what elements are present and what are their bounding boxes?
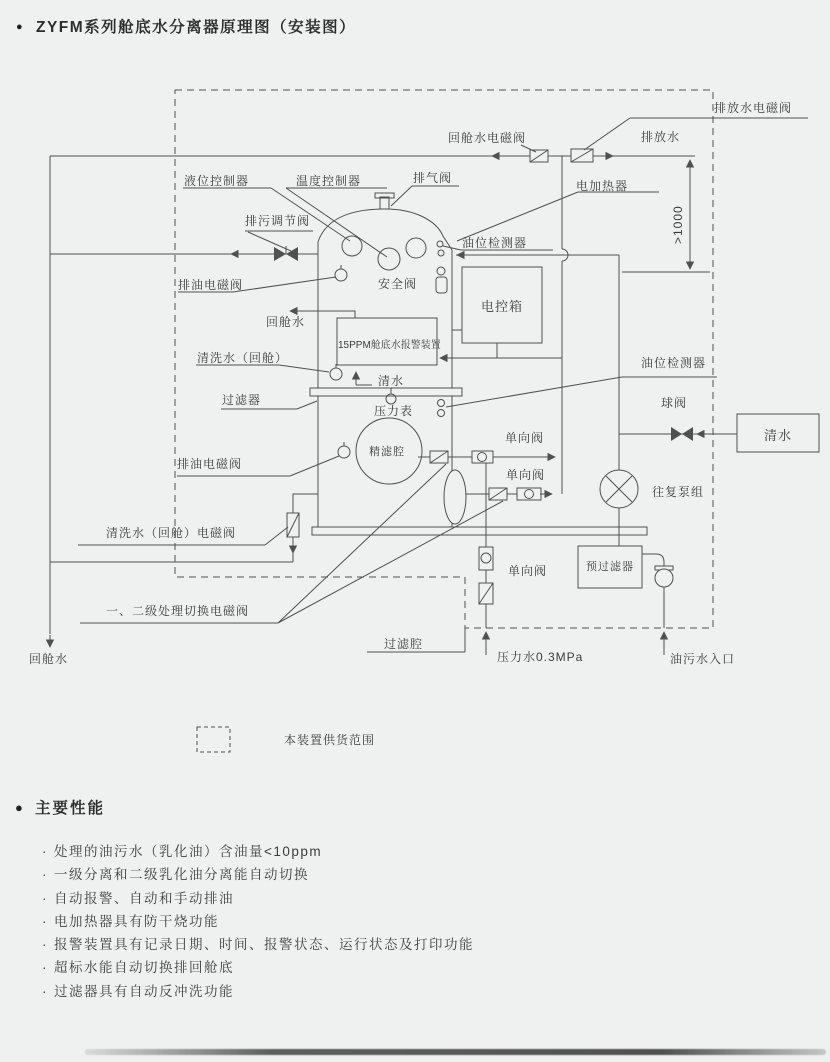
- features-heading: 主要性能: [35, 800, 106, 817]
- feature-dot: ·: [42, 983, 48, 999]
- label-oil-drain-bottom: 排油电磁阀: [177, 457, 243, 471]
- title-bullet-icon: ●: [16, 21, 23, 33]
- height-dimension: [622, 160, 710, 272]
- discharge-solenoid-icon: [571, 149, 593, 162]
- label-temp-controller: 温度控制器: [296, 174, 362, 188]
- leader-lines: [78, 118, 808, 652]
- label-ball-valve: 球阀: [661, 396, 688, 410]
- features-bullet-icon: ●: [15, 800, 23, 815]
- feature-item: [42, 910, 474, 933]
- flush-solenoid-icon: [287, 513, 299, 537]
- label-blowdown-valve: 排污调节阀: [245, 214, 311, 228]
- label-level-controller: 液位控制器: [184, 174, 250, 188]
- pump-icon: [600, 470, 638, 508]
- label-heater: 电加热器: [576, 179, 629, 193]
- feature-text: 过滤器具有自动反冲洗功能: [54, 983, 234, 999]
- feature-text: 一级分离和二级乳化油分离能自动切换: [54, 867, 309, 883]
- label-15ppm-alarm: 15PPM舱底水报警装置: [338, 340, 441, 351]
- safety-valve-icon: [436, 267, 447, 293]
- label-check-valve-2: 单向阀: [506, 468, 546, 482]
- check-valve-1-icon: [472, 451, 493, 463]
- vent-valve-icon: [375, 193, 394, 209]
- label-pressure-gauge: 压力表: [374, 404, 414, 418]
- pressure-solenoid-icon: [479, 583, 493, 604]
- scan-edge-artifact: [85, 1049, 826, 1055]
- label-discharge-solenoid: 排放水电磁阀: [714, 101, 793, 115]
- flush-water-valve-icon: [330, 364, 342, 380]
- feature-item: [42, 933, 474, 956]
- feature-dot: ·: [42, 890, 48, 906]
- inlet-strainer-icon: [642, 554, 673, 628]
- label-check-valve-1: 单向阀: [505, 431, 545, 445]
- label-flush-solenoid: 清洗水（回舱）电磁阀: [106, 526, 237, 540]
- feature-text: 超标水能自动切换排回舱底: [54, 960, 234, 976]
- label-return-water-bottom: 回舱水: [29, 652, 69, 666]
- label-height-dimension: >1000: [671, 205, 685, 244]
- label-safety-valve: 安全阀: [378, 277, 418, 291]
- feature-item: [42, 887, 474, 910]
- label-return-water-mid: 回舱水: [266, 315, 306, 329]
- feature-item: [42, 980, 474, 1003]
- feature-text: 报警装置具有记录日期、时间、报警状态、运行状态及打印功能: [54, 937, 474, 953]
- feature-dot: ·: [42, 913, 48, 929]
- label-pressure-water: 压力水0.3MPa: [497, 650, 584, 664]
- stage1-solenoid-icon: [430, 451, 448, 463]
- feature-text: 处理的油污水（乳化油）含油量<10ppm: [54, 844, 323, 859]
- label-oily-water-inlet: 油污水入口: [670, 652, 736, 666]
- label-flush-water: 清洗水（回舱）: [197, 351, 289, 365]
- label-pump-unit: 往复泵组: [652, 485, 705, 499]
- page-title: ZYFM系列舱底水分离器原理图（安装图）: [36, 19, 357, 36]
- label-oil-drain-top: 排油电磁阀: [178, 278, 244, 292]
- stage2-solenoid-icon: [489, 488, 507, 500]
- check-valve-2-icon: [517, 488, 541, 500]
- label-fine-filter-chamber: 精滤腔: [369, 446, 405, 458]
- feature-dot: ·: [42, 960, 48, 976]
- return-solenoid-icon: [530, 150, 548, 162]
- oil-drain-valve-top-icon: [335, 265, 347, 281]
- ball-valve-icon: [671, 427, 693, 441]
- feature-dot: ·: [42, 937, 48, 953]
- feature-text: 电加热器具有防干烧功能: [54, 913, 219, 929]
- label-clean-water-box: 清水: [763, 428, 792, 443]
- check-valve-3-icon: [479, 547, 493, 570]
- label-prefilter: 预过滤器: [586, 561, 634, 573]
- features-list: [42, 840, 474, 1003]
- legend-swatch: [197, 727, 230, 752]
- label-discharge-water: 排放水: [641, 130, 681, 144]
- label-filter-chamber: 过滤腔: [384, 637, 424, 651]
- label-legend-scope: 本装置供货范围: [284, 733, 376, 747]
- label-control-box: 电控箱: [480, 299, 523, 314]
- feature-item: [42, 863, 474, 886]
- label-oil-detector-top: 油位检测器: [462, 236, 528, 250]
- feature-dot: ·: [42, 844, 48, 859]
- control-alarm-units: [290, 267, 562, 385]
- feature-dot: ·: [42, 867, 48, 883]
- feature-text: 自动报警、自动和手动排油: [54, 890, 234, 906]
- label-check-valve-3: 单向阀: [508, 564, 548, 578]
- label-oil-detector-right: 油位检测器: [641, 356, 707, 370]
- oil-drain-valve-bottom-icon: [338, 442, 350, 458]
- label-clean-water-small: 清水: [378, 374, 405, 388]
- discharge-riser: [562, 156, 568, 494]
- label-stage-switch-valves: 一、二级处理切换电磁阀: [106, 604, 250, 618]
- feature-item: [42, 956, 474, 979]
- label-return-solenoid: 回舱水电磁阀: [448, 131, 527, 145]
- feature-item: [42, 840, 474, 863]
- label-filter: 过滤器: [222, 393, 262, 407]
- label-vent-valve: 排气阀: [413, 171, 453, 185]
